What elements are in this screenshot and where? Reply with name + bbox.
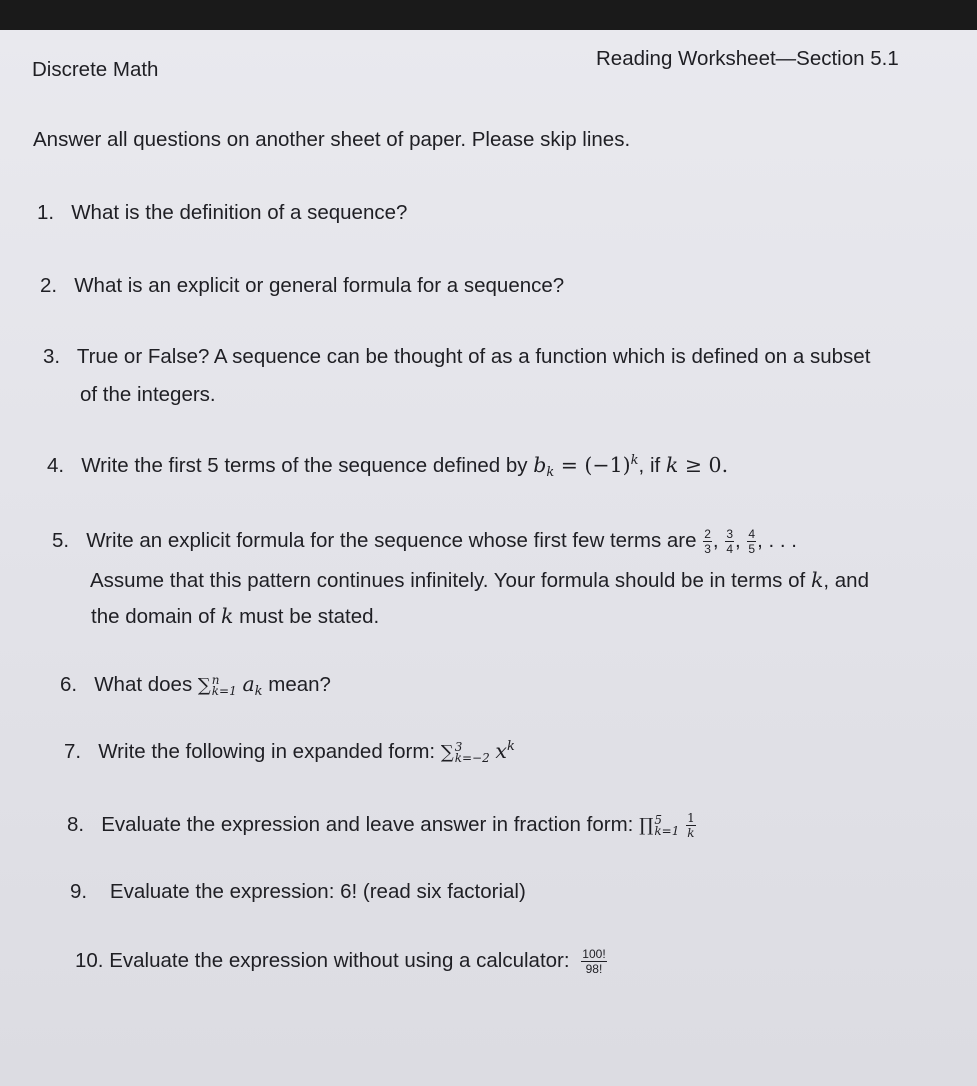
instructions: Answer all questions on another sheet of paper. Please skip lines. <box>33 128 631 151</box>
question-1 <box>37 201 407 225</box>
question-text: What is the definition of a sequence? <box>71 201 408 224</box>
ellipsis: , . . . <box>757 529 797 552</box>
question-text: Write an explicit formula for the sequence whose first few terms are <box>86 529 697 552</box>
fraction-three-fourths: $\frac{3}{4}$ <box>726 527 734 557</box>
product-limits: 5 k=1 <box>654 812 680 838</box>
worksheet-page <box>0 30 977 1086</box>
sigma-symbol: ∑ <box>440 742 454 763</box>
question-number: 1. <box>37 201 55 224</box>
question-5-line-3: the domain of k must be stated. <box>91 604 380 628</box>
question-text: True or False? A sequence can be thought of as a function which is defined on a subset <box>76 345 871 368</box>
formula-exponent: k <box>630 453 639 468</box>
fraction-one-over-k: $\frac{1}{k}$ <box>687 811 695 841</box>
formula-rhs: = (−1) <box>554 453 631 477</box>
question-5: 5. Write an explicit formula for the sequence whose first few terms are $\frac{2}{3}$ , $\frac{3}{4}$ , $\frac{4}{5}$ , . . . <box>52 527 797 557</box>
question-text: What is an explicit or general formula for a sequence? <box>74 274 565 297</box>
term-a: a <box>242 672 255 696</box>
question-text-end: mean? <box>268 673 331 696</box>
question-text: Evaluate the expression: 6! (read six factorial) <box>109 880 526 903</box>
question-9 <box>70 880 526 904</box>
summation-limits: n k=1 <box>211 672 237 698</box>
question-4 <box>47 453 728 478</box>
question-2 <box>40 274 564 298</box>
formula-subscript: k <box>546 465 555 480</box>
formula-k: k <box>665 453 679 477</box>
product-symbol: ∏ <box>639 815 654 836</box>
question-number: 6. <box>60 673 78 696</box>
question-text: Write the first 5 terms of the sequence defined by <box>81 454 528 477</box>
question-number: 2. <box>40 274 58 297</box>
summation-limits: 3 k=−2 <box>454 739 490 765</box>
question-number: 9. <box>70 880 88 903</box>
question-8 <box>67 810 697 840</box>
question-number: 5. <box>52 529 70 552</box>
question-number: 3. <box>43 345 61 368</box>
sigma-symbol: ∑ <box>197 675 211 696</box>
question-6: 6. What does ∑ n k=1 $a_k$ mean? <box>60 672 331 699</box>
question-3 <box>43 345 870 369</box>
formula-condition: ≥ 0. <box>678 453 729 477</box>
question-number: 10. <box>75 949 104 972</box>
question-number: 7. <box>64 740 82 763</box>
question-5-line-2: Assume that this pattern continues infinitely. Your formula should be in terms of k, and <box>90 568 869 592</box>
question-10 <box>75 944 608 978</box>
question-7: 7. Write the following in expanded form: ∑ 3 k=−2 $x^k$ <box>64 739 515 765</box>
question-text: Evaluate the expression without using a calculator: <box>109 949 570 972</box>
question-text: What does <box>94 673 193 696</box>
question-text: Write the following in expanded form: <box>98 740 436 763</box>
course-title: Discrete Math <box>32 58 159 81</box>
fraction-100-factorial-over-98-factorial: $\frac{100!}{98!}$ <box>582 947 606 977</box>
question-text: Evaluate the expression and leave answer in fraction form: <box>101 813 634 836</box>
formula-tail: , if <box>638 454 666 477</box>
term-x: x <box>495 739 507 763</box>
formula-b: b <box>533 453 547 477</box>
question-number: 8. <box>67 813 85 836</box>
worksheet-title: Reading Worksheet—Section 5.1 <box>596 47 899 70</box>
fraction-two-thirds: $\frac{2}{3}$ <box>704 527 711 557</box>
question-number: 4. <box>47 454 65 477</box>
fraction-four-fifths: $\frac{4}{5}$ <box>748 527 756 557</box>
question-3-continuation: of the integers. <box>80 383 216 406</box>
